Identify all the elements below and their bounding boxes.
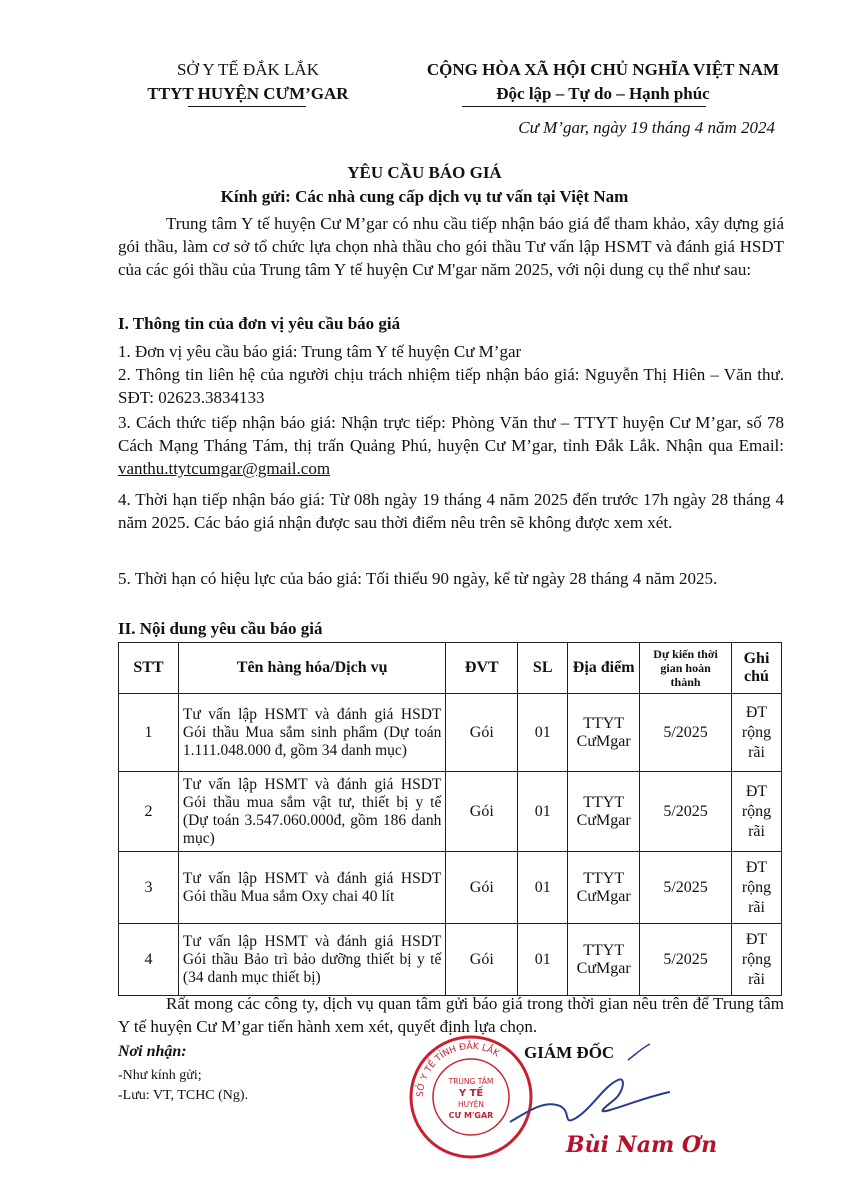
section-1-item-5: 5. Thời hạn có hiệu lực của báo giá: Tối thiểu 90 ngày, kể từ ngày 28 tháng 4 năm 2025. [118,569,718,588]
row-note: ĐT rộng rãi [732,694,782,772]
col-unit: ĐVT [446,643,518,694]
national-motto-block [393,58,813,106]
intro-paragraph: Trung tâm Y tế huyện Cư M’gar có nhu cầu tiếp nhận báo giá để tham khảo, xây dựng giá gói thầu, làm cơ sở tổ chức lựa chọn nhà thầu cho gói thầu Tư vấn lập HSMT và đánh giá HSDT của các gói thầu của Trung tâm Y tế huyện Cư M'gar năm 2025, với nội dung cụ thể như sau: [118,214,784,279]
section-1-heading: I. Thông tin của đơn vị yêu cầu báo giá [118,314,401,333]
request-table [118,642,782,996]
row-time: 5/2025 [640,772,732,852]
issuer-department: SỞ Y TẾ ĐẮK LẮK [177,60,319,79]
row-unit: Gói [446,924,518,996]
row-note: ĐT rộng rãi [732,924,782,996]
row-name: Tư vấn lập HSMT và đánh giá HSDT Gói thầu Mua sắm Oxy chai 40 lít [178,852,445,924]
stamp-line-2: Y TẾ [458,1088,484,1099]
section-1-item-3 [118,411,784,480]
stamp-line-4: CƯ M'GAR [448,1111,494,1120]
stamp-ring-path: SỞ Y TẾ TỈNH ĐẮK LẮK [415,1041,501,1098]
row-name: Tư vấn lập HSMT và đánh giá HSDT Gói thầu Bảo trì bảo dưỡng thiết bị y tế (34 danh mục thiết bị) [178,924,445,996]
col-name: Tên hàng hóa/Dịch vụ [178,643,445,694]
row-qty: 01 [518,772,568,852]
row-time: 5/2025 [640,694,732,772]
table-row [119,694,782,772]
motto-rule [462,106,706,107]
handwritten-signature [500,1040,680,1140]
row-qty: 01 [518,694,568,772]
receivers-heading: Nơi nhận: [118,1043,187,1060]
row-time: 5/2025 [640,852,732,924]
issuer-block [118,58,378,106]
col-time: Dự kiến thời gian hoàn thành [640,643,732,694]
document-date: Cư M’gar, ngày 19 tháng 4 năm 2024 [518,118,775,137]
table-row [119,852,782,924]
row-stt: 4 [119,924,179,996]
row-qty: 01 [518,852,568,924]
col-stt: STT [119,643,179,694]
col-qty: SL [518,643,568,694]
national-title: CỘNG HÒA XÃ HỘI CHỦ NGHĨA VIỆT NAM [426,60,780,79]
issuer-rule [188,106,306,107]
national-motto: Độc lập – Tự do – Hạnh phúc [496,84,710,103]
row-stt: 2 [119,772,179,852]
col-place: Địa điểm [568,643,640,694]
row-time: 5/2025 [640,924,732,996]
section-1-item-4: 4. Thời hạn tiếp nhận báo giá: Từ 08h ngày 19 tháng 4 năm 2025 đến trước 17h ngày 28 tháng 4 năm 2025. Các báo giá nhận được sau thời điểm nêu trên sẽ không được xem xét. [118,490,784,532]
row-stt: 1 [119,694,179,772]
stamp-line-1: TRUNG TÂM [448,1077,494,1086]
issuer-unit-text: TTYT HUYỆN CƯM’GAR [147,84,349,103]
receivers-line-2: -Lưu: VT, TCHC (Ng). [118,1088,249,1103]
receivers-line-1: -Như kính gửi; [118,1068,202,1083]
row-place: TTYT CưMgar [568,772,640,852]
table-row [119,772,782,852]
section-1-item-2: 2. Thông tin liên hệ của người chịu trách nhiệm tiếp nhận báo giá: Nguyễn Thị Hiên – Văn thư. SĐT: 02623.3834133 [118,365,784,407]
signer-title: GIÁM ĐỐC [524,1043,615,1062]
section-1-item-1: 1. Đơn vị yêu cầu báo giá: Trung tâm Y tế huyện Cư M’gar [118,342,522,361]
closing-paragraph: Rất mong các công ty, dịch vụ quan tâm gửi báo giá trong thời gian nêu trên để Trung tâm Y tế huyện Cư M’gar tiến hành xem xét, quyết định lựa chọn. [118,994,784,1036]
stamp-line-3: HUYỆN [457,1100,485,1109]
row-note: ĐT rộng rãi [732,852,782,924]
row-name: Tư vấn lập HSMT và đánh giá HSDT Gói thầu mua sắm vật tư, thiết bị y tế (Dự toán 3.547.060.000đ, gồm 186 danh mục) [178,772,445,852]
row-place: TTYT CưMgar [568,694,640,772]
contact-email-link[interactable]: vanthu.ttytcumgar@gmail.com [118,459,331,478]
section-1-item-3-text: 3. Cách thức tiếp nhận báo giá: Nhận trực tiếp: Phòng Văn thư – TTYT huyện Cư M’gar, số 78 Cách Mạng Tháng Tám, thị trấn Quảng Phú, huyện Cư M’gar, tỉnh Đắk Lắk. Nhận qua Email: [118,413,784,455]
row-unit: Gói [446,694,518,772]
issuer-unit [118,82,378,106]
document-title: YÊU CẦU BÁO GIÁ [347,163,502,182]
table-row [119,924,782,996]
row-qty: 01 [518,924,568,996]
row-note: ĐT rộng rãi [732,772,782,852]
row-name: Tư vấn lập HSMT và đánh giá HSDT Gói thầu Mua sắm sinh phẩm (Dự toán 1.111.048.000 đ, gồm 34 danh mục) [178,694,445,772]
section-2-heading: II. Nội dung yêu cầu báo giá [118,619,323,638]
row-unit: Gói [446,772,518,852]
signer-name: Bùi Nam Ơn [566,1132,718,1158]
row-place: TTYT CưMgar [568,924,640,996]
document-recipient: Kính gửi: Các nhà cung cấp dịch vụ tư vấn tại Việt Nam [220,187,629,206]
col-note: Ghi chú [732,643,782,694]
row-stt: 3 [119,852,179,924]
table-header-row [119,643,782,694]
row-unit: Gói [446,852,518,924]
row-place: TTYT CưMgar [568,852,640,924]
